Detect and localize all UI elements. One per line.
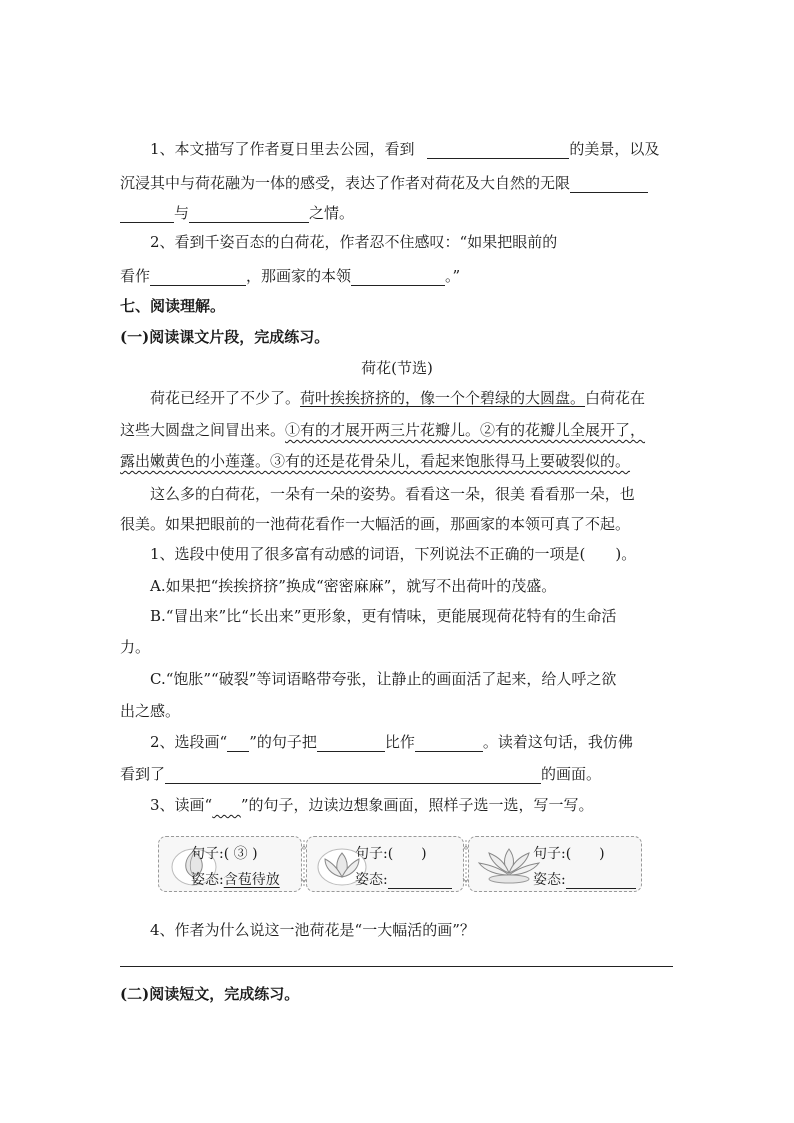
card3-pose: 姿态: bbox=[533, 869, 636, 889]
card2-pose: 姿态: bbox=[355, 869, 452, 889]
passage-line3 bbox=[120, 451, 630, 471]
q1-line1: 1、本文描写了作者夏日里去公园，看到 的美景，以及 bbox=[150, 140, 660, 158]
mc-option-c[interactable]: C.“饱胀”“破裂”等词语略带夸张，让静止的画面活了起来，给人呼之欲 bbox=[150, 670, 617, 688]
fq2-blank-1[interactable] bbox=[317, 735, 385, 752]
card1-sentence: 句子:( ③ ) bbox=[191, 846, 258, 862]
passage-line2: 这些大圆盘之间冒出来。①有的才展开两三片花瓣儿。②有的花瓣儿全展开了， bbox=[120, 421, 646, 439]
card3-pose-blank[interactable] bbox=[566, 872, 636, 889]
q1-blank-scenery[interactable] bbox=[427, 142, 569, 159]
q4-question: 4、作者为什么说这一池荷花是“一大幅活的画”？ bbox=[150, 921, 475, 939]
mc-option-a[interactable]: A.如果把“挨挨挤挤”换成“密密麻麻”，就写不出荷叶的茂盛。 bbox=[150, 577, 557, 595]
lotus-card-2 bbox=[306, 836, 464, 892]
mc-option-b-cont: 力。 bbox=[120, 638, 151, 656]
q2-blank-1[interactable] bbox=[150, 269, 246, 286]
fq2-line2: 看到了 的画面。 bbox=[120, 765, 602, 783]
mc-option-c-cont: 出之感。 bbox=[120, 702, 181, 720]
q2-blank-2[interactable] bbox=[351, 269, 445, 286]
card1-pose: 姿态:含苞待放 bbox=[191, 872, 280, 888]
card3-sentence: 句子:( ) bbox=[533, 846, 605, 862]
fq2-blank-3[interactable] bbox=[165, 767, 541, 784]
fq2-blank-2[interactable] bbox=[415, 735, 483, 752]
passage-line1: 荷花已经开了不少了。荷叶挨挨挤挤的，像一个个碧绿的大圆盘。白荷花在 bbox=[150, 389, 646, 407]
mc-option-b[interactable]: B.“冒出来”比“长出来”更形象，更有情味，更能展现荷花特有的生命活 bbox=[150, 607, 617, 625]
fq3-line: 3、读画“ ”的句子，边读边想象画面，照样子选一选，写一写。 bbox=[150, 796, 594, 814]
part2-title: (二)阅读短文，完成练习。 bbox=[120, 985, 300, 1003]
q2-line1: 2、看到千姿百态的白荷花，作者忍不住感叹：“如果把眼前的 bbox=[150, 233, 558, 251]
wavy-sentence-2: 露出嫩黄色的小莲蓬。③有的还是花骨朵儿，看起来饱胀得马上要破裂似的。 bbox=[120, 452, 631, 470]
part1-title: (一)阅读课文片段，完成练习。 bbox=[120, 328, 330, 346]
lotus-card-1 bbox=[158, 836, 302, 892]
card2-pose-blank[interactable] bbox=[388, 872, 452, 889]
section7-title: 七、阅读理解。 bbox=[120, 297, 226, 315]
q1-blank-4[interactable] bbox=[189, 206, 309, 223]
fq2-underline-sample bbox=[227, 737, 249, 752]
passage-line4: 这么多的白荷花，一朵有一朵的姿势。看看这一朵，很美 看看那一朵，也 bbox=[150, 485, 635, 503]
q1-line3: 与 之情。 bbox=[120, 203, 354, 223]
q1-blank-3[interactable] bbox=[120, 206, 174, 223]
q1-line2: 沉浸其中与荷花融为一体的感受，表达了作者对荷花及大自然的无限 bbox=[120, 173, 648, 193]
fq3-wavy-sample bbox=[212, 796, 241, 814]
q1-blank-2[interactable] bbox=[570, 176, 648, 193]
fq2-line1: 2、选段画“ ”的句子把 比作 。读着这句话，我仿佛 bbox=[150, 733, 633, 751]
passage-line5: 很美。如果把眼前的一池荷花看作一大幅活的画，那画家的本领可真了不起。 bbox=[120, 515, 631, 533]
passage-title: 荷花(节选) bbox=[361, 359, 433, 377]
mc-question: 1、选段中使用了很多富有动感的词语，下列说法不正确的一项是( )。 bbox=[150, 545, 637, 563]
q2-line2: 看作 ，那画家的本领 。” bbox=[120, 267, 461, 285]
lotus-card-3 bbox=[468, 836, 642, 892]
wavy-sentence-1: ①有的才展开两三片花瓣儿。②有的花瓣儿全展开了， bbox=[285, 421, 646, 439]
q4-answer-line[interactable] bbox=[120, 966, 673, 967]
card2-sentence: 句子:( ) bbox=[355, 846, 427, 862]
underlined-sentence: 荷叶挨挨挤挤的，像一个个碧绿的大圆盘。 bbox=[300, 389, 586, 407]
card1-pose-answer: 含苞待放 bbox=[223, 872, 280, 888]
